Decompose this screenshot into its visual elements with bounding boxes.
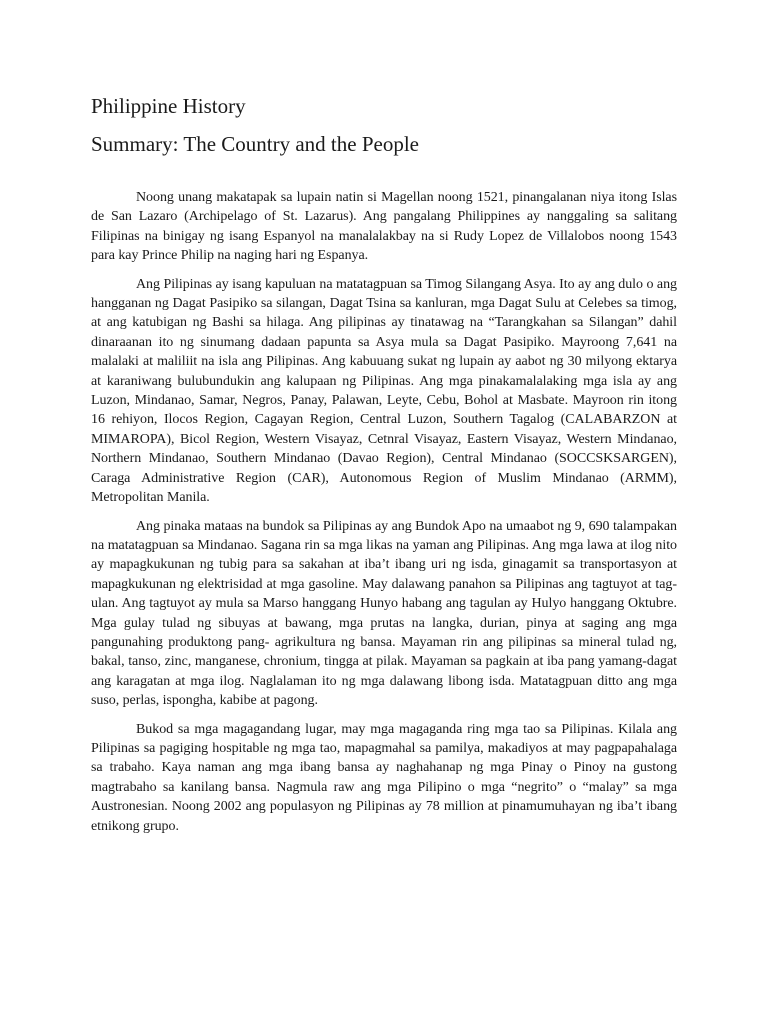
paragraph-3: Ang pinaka mataas na bundok sa Pilipinas ay ang Bundok Apo na umaabot ng 9, 690 talampakan na matatagpuan sa Mindanao. Sagana rin sa mga likas na yaman ang Pilipinas. Ang mga lawa at ilog nito ay mapagkukunan ng tubig para sa sakahan at iba’t ibang uri ng isda, ginagamit sa transportasyon at mapagkukunan ng elektrisidad at mga gasoline. May dalawang panahon sa Pilipinas ang tagtuyot at tag-ulan. Ang tagtuyot ay mula sa Marso hanggang Hunyo habang ang tagulan ay Hulyo hanggang Oktubre. Mga gulay tulad ng sibuyas at bawang, mga prutas na langka, durian, pinya at saging ang mga pangunahing produktong pang- agrikultura ng bansa. Mayaman rin ang pilipinas sa mineral tulad ng, bakal, tanso, zinc, manganese, chronium, tingga at pilak. Mayaman sa pagkain at iba pang yamang-dagat ang karagatan at mga ilog. Naglalaman ito ng mga dalawang libong isda. Matatagpuan ditto ang mga suso, perlas, ispongha, kabibe at pagong.: [91, 518, 677, 709]
document-body: [91, 188, 677, 836]
document-title: Philippine History: [91, 94, 246, 118]
document-page: [91, 92, 677, 845]
paragraph-1: Noong unang makatapak sa lupain natin si Magellan noong 1521, pinangalanan niya itong Islas de San Lazaro (Archipelago of St. Lazarus). Ang pangalang Philippines ay nanggaling sa salitang Filipinas na binigay ng isang Espanyol na manalalakbay na si Rudy Lopez de Villalobos noong 1543 para kay Prince Philip na naging hari ng Espanya.: [91, 190, 677, 264]
paragraph-2: Ang Pilipinas ay isang kapuluan na matatagpuan sa Timog Silangang Asya. Ito ay ang dulo o ang hangganan ng Dagat Pasipiko sa silangan, Dagat Tsina sa kanluran, mga Dagat Sulu at Celebes sa timog, at ang katubigan ng Bashi sa hilaga. Ang pilipinas ay tinatawag na “Tarangkahan sa Silangan” dahil dinaraanan ito ng sinumang dadaan papunta sa Asya mula sa Dagat Pasipiko. Mayroong 7,641 na malalaki at maliliit na isla ang Pilipinas. Ang kabuuang sukat ng lupain ay aabot ng 30 milyong ektarya at karaniwang bulubundukin ang kalupaan ng Pilipinas. Ang mga pinakamalalaking mga isla ay ang Luzon, Mindanao, Samar, Negros, Panay, Palawan, Leyte, Cebu, Bohol at Masbate. Mayroon rin itong 16 rehiyon, Ilocos Region, Cagayan Region, Central Luzon, Southern Tagalog (CALABARZON at MIMAROPA), Bicol Region, Western Visayaz, Cetnral Visayaz, Eastern Visayaz, Western Mindanao, Northern Mindanao, Southern Mindanao (Davao Region), Central Mindanao (SOCCSKSARGEN), Caraga Administrative Region (CAR), Autonomous Region of Muslim Mindanao (ARMM), Metropolitan Manila.: [91, 276, 677, 506]
document-subtitle: Summary: The Country and the People: [91, 132, 419, 156]
paragraph-4: Bukod sa mga magagandang lugar, may mga magaganda ring mga tao sa Pilipinas. Kilala ang Pilipinas sa pagiging hospitable ng mga tao, mapagmahal sa pamilya, makadiyos at may pagpapahalaga sa trabaho. Kaya naman ang mga ibang bansa ay naghahanap ng mga Pinay o Pinoy na gustong magtrabaho sa kanilang bansa. Nagmula raw ang mga Pilipino o mga “negrito” o “malay” sa mga Austronesian. Noong 2002 ang populasyon ng Pilipinas ay 78 million at pinamumuhayan ng iba’t ibang etnikong grupo.: [91, 721, 677, 834]
